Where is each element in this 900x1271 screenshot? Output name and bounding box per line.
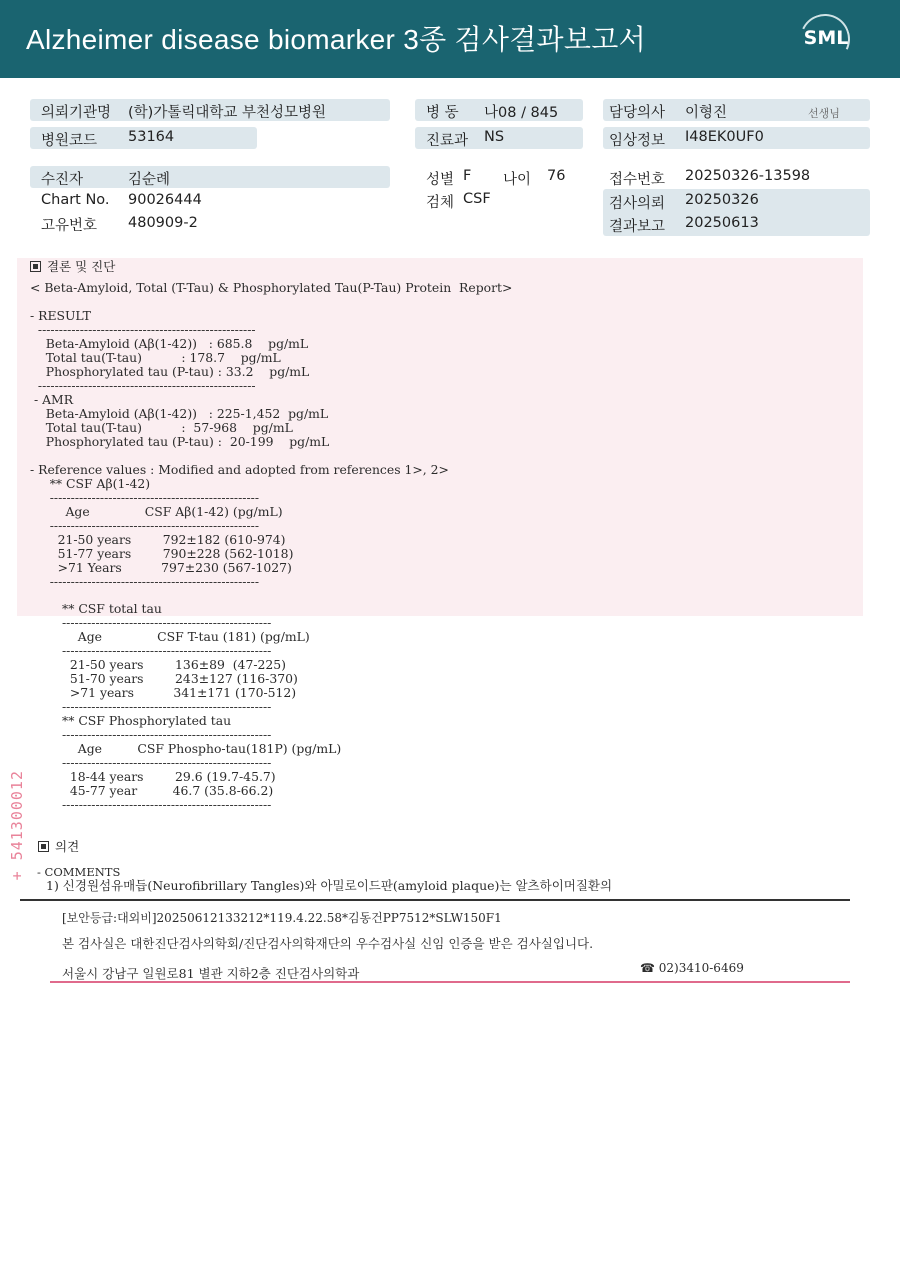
patient-row-bg (30, 166, 390, 188)
comments-line: 1) 신경원섬유매듭(Neurofibrillary Tangles)와 아밀로이드판(amyloid plaque)는 알츠하이머질환의 (46, 878, 613, 893)
doctor-label: 담당의사 (609, 105, 666, 121)
square-bullet-icon (30, 261, 41, 272)
clinical-value: I48EK0UF0 (685, 129, 764, 145)
logo-text: SML (803, 27, 849, 49)
report-date-label: 결과보고 (609, 219, 666, 235)
dept-value: NS (484, 129, 505, 145)
security-line: [보안등급:대외비]20250612133212*119.4.22.58*김동건PP7512*SLW150F1 (62, 911, 502, 925)
chart-no-value: 90026444 (128, 192, 202, 208)
patient-value: 김순례 (128, 172, 171, 188)
dept-label: 진료과 (426, 133, 469, 149)
conclusion-heading (30, 257, 115, 275)
uid-value: 480909-2 (128, 215, 198, 231)
receipt-value: 20250326-13598 (685, 168, 811, 184)
age-value: 76 (547, 168, 566, 184)
divider-line (20, 899, 850, 901)
conclusion-heading-text: 결론 및 진단 (47, 259, 116, 274)
hospital-code-label: 병원코드 (41, 133, 98, 149)
age-label: 나이 (503, 172, 532, 188)
lab-address: 서울시 강남구 일원로81 별관 지하2층 진단검사의학과 (62, 966, 360, 981)
institution-value: (학)가톨릭대학교 부천성모병원 (128, 105, 327, 121)
patient-info-block (0, 0, 900, 240)
report-reference-text: ** CSF total tau -------------------------------------------------- Age CSF T-tau (181) (pg/mL) -------------------------------------------------- 21-50 years 136±89 (47-225) 51-70 years 243±127 (116-370) >71 years 341±171 (170-512) -------------------------------------------------- ** CSF Phosphorylated tau -------------------------------------------------- Age CSF Phospho-tau(181P) (pg/mL) -------------------------------------------------- 18-44 years 29.6 (19.7-45.7) 45-77 year 46.7 (35.8-66.2) -------------------------------------------------- (62, 601, 342, 812)
clinical-label: 임상정보 (609, 133, 666, 149)
request-value: 20250326 (685, 192, 759, 208)
hospital-code-value: 53164 (128, 129, 175, 145)
specimen-label: 검체 (426, 195, 455, 211)
report-result-text: < Beta-Amyloid, Total (T-Tau) & Phosphorylated Tau(P-Tau) Protein Report> - RESULT ---------------------------------------------------- Beta-Amyloid (Aβ(1-42)) : 685.8 pg/mL Total tau(T-tau) : 178.7 pg/mL Phosphorylated tau (P-tau) : 33.2 pg/mL ---------------------------------------------------- - AMR Beta-Amyloid (Aβ(1-42)) : 225-1,452 pg/mL Total tau(T-tau) : 57-968 pg/mL Phosphorylated tau (P-tau) : 20-199 pg/mL - Reference values : Modified and adopted from references 1>, 2> ** CSF Aβ(1-42) -------------------------------------------------- Age CSF Aβ(1-42) (pg/mL) -------------------------------------------------- 21-50 years 792±182 (610-974) 51-77 years 790±228 (562-1018) >71 Years 797±230 (567-1027) -------------------------------------------------- (30, 280, 513, 589)
chart-no-label: Chart No. (41, 192, 110, 208)
ward-label: 병 동 (426, 105, 459, 121)
certification-line: 본 검사실은 대한진단검사의학회/진단검사의학재단의 우수검사실 신임 인증을 받은 검사실입니다. (62, 936, 594, 951)
sex-value: F (463, 168, 472, 184)
sex-label: 성별 (426, 172, 455, 188)
patient-label: 수진자 (41, 172, 84, 188)
institution-label: 의뢰기관명 (41, 105, 112, 121)
report-date-value: 20250613 (685, 215, 759, 231)
report-title: Alzheimer disease biomarker 3종 검사결과보고서 (26, 24, 646, 55)
opinion-heading-text: 의견 (55, 839, 80, 854)
footer-accent-line (50, 981, 850, 983)
ward-value: 나08 / 845 (484, 105, 559, 121)
request-label: 검사의뢰 (609, 196, 666, 212)
lab-phone: ☎ 02)3410-6469 (640, 961, 744, 975)
uid-label: 고유번호 (41, 218, 98, 234)
specimen-value: CSF (463, 191, 491, 207)
comments-label: - COMMENTS (37, 865, 121, 879)
side-specimen-id: + 541300012 (8, 770, 26, 881)
doctor-suffix: 선생님 (808, 107, 840, 120)
square-bullet-icon (38, 841, 49, 852)
doctor-value: 이형진 (685, 105, 728, 121)
opinion-heading (38, 837, 79, 855)
receipt-label: 접수번호 (609, 172, 666, 188)
